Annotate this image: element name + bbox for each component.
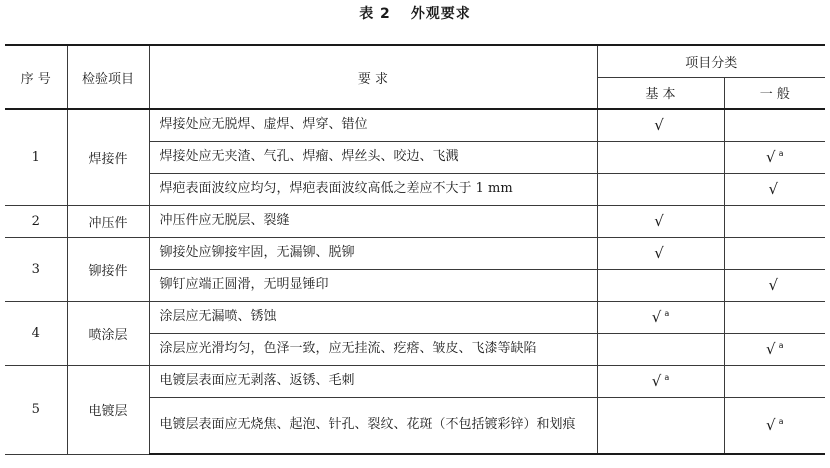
- table-row: [5, 301, 825, 333]
- seq-cell: 3: [5, 237, 67, 301]
- general-cell: [724, 109, 825, 141]
- general-cell: [724, 141, 825, 173]
- general-cell: [724, 237, 825, 269]
- footnote-mark: a: [778, 149, 784, 158]
- basic-cell: [597, 269, 724, 301]
- header-general: 一 般: [724, 77, 825, 109]
- general-cell: [724, 269, 825, 301]
- footnote-mark: a: [664, 373, 670, 382]
- general-cell: [724, 397, 825, 454]
- check-mark-icon: √: [766, 340, 776, 358]
- footnote-mark: a: [778, 417, 784, 427]
- check-mark-icon: √: [651, 372, 662, 390]
- table-title: 外观要求: [410, 6, 471, 22]
- requirement-cell: 涂层应无漏喷、锈蚀: [149, 301, 597, 333]
- requirement-cell: 焊疤表面波纹应均匀，焊疤表面波纹高低之差应不大于 1 mm: [149, 173, 597, 205]
- item-cell: 铆接件: [67, 237, 149, 301]
- seq-cell: 1: [5, 109, 67, 205]
- basic-cell: [597, 109, 724, 141]
- basic-cell: [597, 333, 724, 365]
- basic-cell: [597, 173, 724, 205]
- seq-cell: 2: [5, 205, 67, 237]
- item-cell: 焊接件: [67, 109, 149, 205]
- table-caption: [0, 5, 830, 23]
- appearance-requirements-table: [5, 44, 825, 455]
- general-cell: [724, 365, 825, 397]
- header-requirement: 要 求: [149, 45, 597, 109]
- header-category: 项目分类: [597, 45, 825, 77]
- check-mark-icon: √: [768, 180, 779, 198]
- item-cell: 冲压件: [67, 205, 149, 237]
- seq-cell: 5: [5, 365, 67, 454]
- requirement-cell: 焊接处应无脱焊、虚焊、焊穿、错位: [149, 109, 597, 141]
- item-cell: 电镀层: [67, 365, 149, 454]
- general-cell: [724, 205, 825, 237]
- requirement-cell: 铆接处应铆接牢固，无漏铆、脱铆: [149, 237, 597, 269]
- check-mark-icon: √: [654, 116, 664, 135]
- general-cell: [724, 333, 825, 365]
- check-mark-icon: √: [654, 244, 664, 262]
- basic-cell: [597, 301, 724, 333]
- requirement-cell: 冲压件应无脱层、裂缝: [149, 205, 597, 237]
- check-mark-icon: √: [651, 308, 662, 326]
- requirement-cell: 铆钉应端正圆滑，无明显锤印: [149, 269, 597, 301]
- header-basic: 基 本: [597, 77, 724, 109]
- table-row: [5, 365, 825, 397]
- basic-cell: [597, 237, 724, 269]
- table-row: [5, 237, 825, 269]
- requirement-cell: 涂层应光滑均匀，色泽一致，应无挂流、疙瘩、皱皮、飞漆等缺陷: [149, 333, 597, 365]
- seq-cell: 4: [5, 301, 67, 365]
- check-mark-icon: √: [768, 276, 779, 294]
- header-row: [5, 45, 825, 77]
- check-mark-icon: √: [654, 212, 664, 230]
- general-cell: [724, 301, 825, 333]
- general-cell: [724, 173, 825, 205]
- check-mark-icon: √: [766, 416, 776, 435]
- basic-cell: [597, 205, 724, 237]
- footnote-mark: a: [778, 341, 784, 350]
- header-item: 检验项目: [67, 45, 149, 109]
- footnote-mark: a: [664, 309, 670, 318]
- table-row: [5, 109, 825, 141]
- basic-cell: [597, 365, 724, 397]
- requirement-cell: 电镀层表面应无剥落、返锈、毛刺: [149, 365, 597, 397]
- basic-cell: [597, 397, 724, 454]
- header-seq: 序 号: [5, 45, 67, 109]
- item-cell: 喷涂层: [67, 301, 149, 365]
- requirement-cell: 焊接处应无夹渣、气孔、焊瘤、焊丝头、咬边、飞溅: [149, 141, 597, 173]
- requirement-cell: 电镀层表面应无烧焦、起泡、针孔、裂纹、花斑（不包括镀彩锌）和划痕: [149, 397, 597, 454]
- table-row: [5, 205, 825, 237]
- basic-cell: [597, 141, 724, 173]
- table-number: 表 2: [359, 6, 391, 22]
- check-mark-icon: √: [766, 148, 776, 166]
